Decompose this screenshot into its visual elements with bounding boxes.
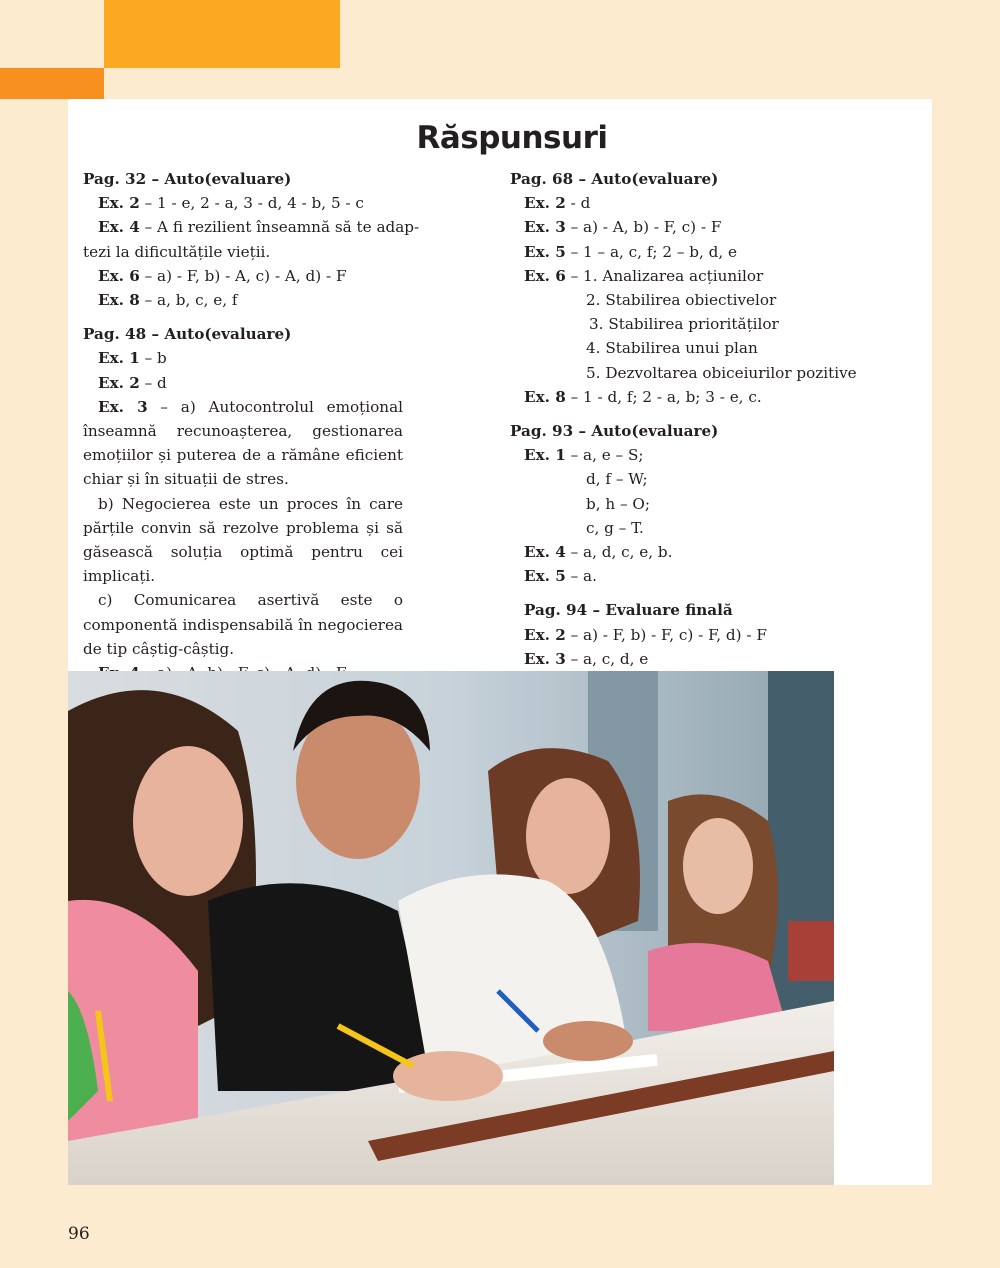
classroom-students-photo [68,671,834,1185]
answer-subitem: c, g – T. [586,518,644,537]
answer-line: Ex. 5 – 1 – a, c, f; 2 – b, d, e [524,242,738,261]
answer-paragraph: c) Comunicarea asertivă este o componentă indispensabilă în negocierea de tip câștig-câștig. [83,591,403,658]
answer-line: Ex. 8 – 1 - d, f; 2 - a, b; 3 - e, c. [524,387,762,406]
answers-right-column [510,167,890,695]
page-number: 96 [68,1224,90,1244]
section-heading: Pag. 32 – Auto(evaluare) [83,170,292,188]
answer-line: Ex. 3 – a, c, d, e [524,649,649,668]
answer-line: Ex. 2 – 1 - e, 2 - a, 3 - d, 4 - b, 5 - c [98,194,364,213]
answer-subitem: 5. Dezvoltarea obiceiurilor pozitive [586,363,857,382]
photo-illustration [68,671,834,1185]
decorative-orange-block [104,0,340,68]
answer-line-continued: tezi la dificultățile vieții. [83,242,271,261]
answer-line: Ex. 6 – 1. Analizarea acțiunilor [524,266,764,285]
section-heading: Pag. 93 – Auto(evaluare) [510,422,719,441]
answer-subitem: 3. Stabilirea priorităților [589,315,779,334]
answers-left-column [83,167,420,685]
page-title: Răspunsuri [416,120,608,156]
answer-line: Ex. 4 – A fi rezilient înseamnă să te adap- [98,218,420,237]
section-heading: Pag. 94 – Evaluare finală [524,601,733,620]
section-heading: Pag. 48 – Auto(evaluare) [83,325,292,344]
answer-subitem: 4. Stabilirea unui plan [586,339,758,358]
section-heading: Pag. 68 – Auto(evaluare) [510,170,719,188]
answer-line: Ex. 2 – a) - F, b) - F, c) - F, d) - F [524,625,767,644]
answer-line: Ex. 2 – d [98,373,167,392]
answer-line: Ex. 2 - d [524,194,591,213]
answer-line: Ex. 8 – a, b, c, e, f [98,291,238,310]
answer-line: Ex. 1 – b [98,349,167,368]
answer-line: Ex. 5 – a. [524,567,597,586]
answer-subitem: 2. Stabilirea obiectivelor [586,291,777,310]
decorative-orange-strip [0,68,104,99]
answer-paragraph: Ex. 3 – a) Autocontrolul emoțional înseamnă recunoașterea, gestionarea emoțiilor și puterea de a rămâne eficient chiar și în situații de stres. [83,397,403,489]
answer-line: Ex. 6 – a) - F, b) - A, c) - A, d) - F [98,266,347,285]
answer-line: Ex. 4 – a, d, c, e, b. [524,543,673,562]
answer-line: Ex. 1 – a, e – S; [524,446,644,465]
answer-paragraph: b) Negocierea este un proces în care părțile convin să rezolve problema și să găsească soluția optimă pentru cei implicați. [83,494,403,586]
answer-subitem: b, h – O; [586,494,650,513]
answer-subitem: d, f – W; [586,470,648,489]
answer-line: Ex. 3 – a) - A, b) - F, c) - F [524,218,722,237]
